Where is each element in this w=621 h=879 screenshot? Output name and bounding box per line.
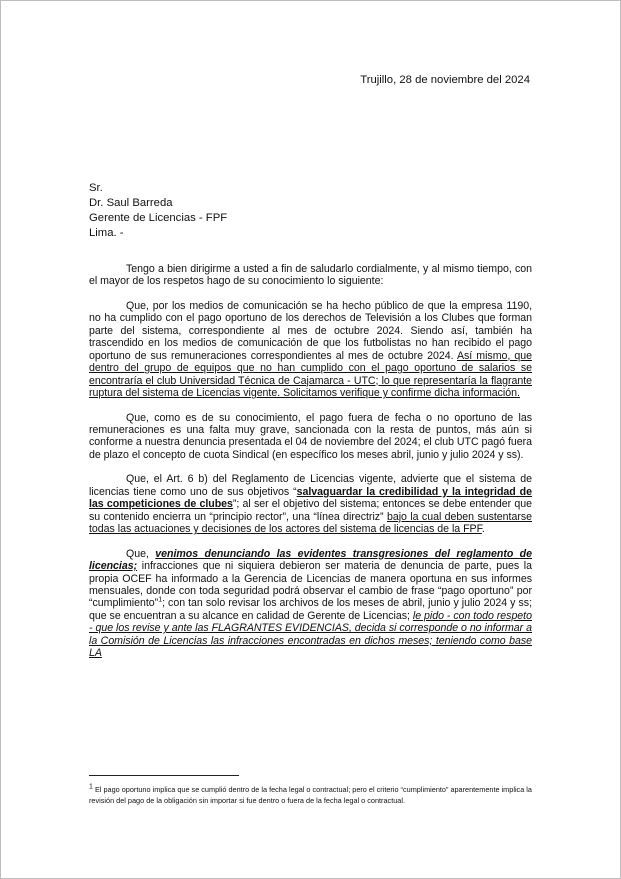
letter-date: Trujillo, 28 de noviembre del 2024	[360, 74, 530, 86]
addressee-salutation: Sr.	[89, 182, 103, 194]
denunciation-text-d: ; con tan solo revisar los archivos de los meses de abril, junio y julio 2024 y ss; que se encuentran a su alcance en calidad de Gerente de Licencias;	[89, 597, 532, 622]
article-6b-text-a: Que, el Art. 6 b) del Reglamento de Licencias vigente, advierte que el sistema de licencias tiene como uno de sus objetivos “	[89, 473, 532, 498]
footnote-marker: 1	[89, 783, 93, 791]
paragraph-late-payment: Que, como es de su conocimiento, el pago fuera de fecha o no oportuno de las remuneraciones es una falta muy grave, sancionada con la resta de puntos, más aún si conforme a nuestra denuncia presentada el 04 de noviembre del 2024; el club UTC pagó fuera de plazo el concepto de cuota Sindical (en específico los meses abril, junio y julio 2024 y ss).	[89, 411, 532, 461]
addressee-position: Gerente de Licencias - FPF	[89, 212, 228, 224]
article-6b-objective: salvaguardar la credibilidad y la integridad de las competiciones de clubes	[89, 485, 532, 511]
addressee-city: Lima. -	[89, 227, 124, 239]
footnote-reference: 1	[158, 596, 163, 604]
paragraph-television-rights-underlined: Así mismo, que dentro del grupo de equipos que no han cumplido con el pago oportuno de salarios se encontraría el club Universidad Técnica de Cajamarca - UTC; lo que representaría la flagrante ruptura del sistema de Licencias vigente. Solicitamos verifique y confirme dicha información.	[89, 349, 532, 400]
article-6b-text-c: ”; al ser el objetivo del sistema; entonces se debe entender que su contenido encierra un “principio rector”, una “línea directriz”	[89, 498, 532, 523]
article-6b-text-e: .	[481, 523, 485, 536]
denunciation-text-a: Que,	[126, 547, 156, 560]
paragraph-article-6b	[89, 473, 532, 535]
letter-body	[89, 263, 532, 672]
paragraph-denunciation	[89, 548, 532, 660]
footnote	[89, 784, 532, 806]
footnote-divider	[89, 775, 239, 776]
paragraph-television-rights	[89, 300, 532, 400]
addressee-block	[89, 181, 227, 241]
paragraph-greeting: Tengo a bien dirigirme a usted a fin de saludarlo cordialmente, y al mismo tiempo, con el mayor de los respetos hago de su conocimiento lo siguiente:	[89, 263, 532, 288]
denunciation-request: le pido - con todo respeto - que los revise y ante las FLAGRANTES EVIDENCIAS, decida si corresponde o no informar a la Comisión de Licencias las infracciones encontradas en dichos meses; teniendo como base LA	[89, 609, 532, 660]
article-6b-underlined: bajo la cual deben sustentarse todas las actuaciones y decisiones de los actores del sistema de licencias de la FPF	[89, 510, 532, 536]
footnote-text: El pago oportuno implica que se cumplió dentro de la fecha legal o contractual; pero el criterio “cumplimiento” aparentemente implica la revisión del pago de la obligación sin importar si fue dentro o fuera de la fecha legal o contractual.	[89, 785, 532, 805]
paragraph-television-rights-text: Que, por los medios de comunicación se ha hecho público de que la empresa 1190, no ha cumplido con el pago oportuno de los derechos de Televisión a los Clubes que forman parte del sistema, correspondiente al mes de octubre 2024. Siendo así, también ha trascendido en los medios de comunicación de que los futbolistas no han recibido el pago oportuno de sus remuneraciones correspondientes al mes de octubre 2024.	[89, 299, 532, 362]
denunciation-text-c: infracciones que ni siquiera debieron ser materia de denuncia de parte, pues la propia OCEF ha informado a la Gerencia de Licencias de manera oportuna en sus informes mensuales, donde con toda seguridad podrá observar el cambio de frase “pago oportuno” por “cumplimiento”	[89, 560, 532, 610]
denunciation-emphasis: venimos denunciando las evidentes transgresiones del reglamento de licencias;	[89, 547, 532, 573]
addressee-name: Dr. Saul Barreda	[89, 197, 173, 209]
